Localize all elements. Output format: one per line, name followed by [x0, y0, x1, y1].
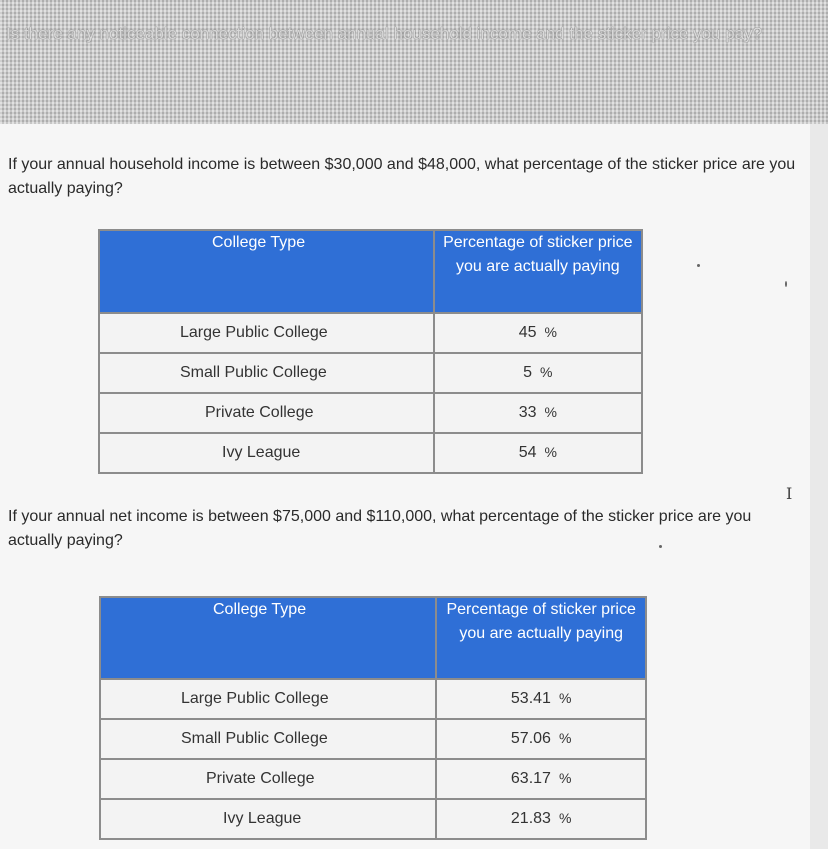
percentage-cell[interactable]: 57.06 % [436, 719, 646, 759]
percentage-cell[interactable]: 54 % [434, 433, 642, 473]
question-high-income: If your annual net income is between $75,000 and $110,000, what percentage of the sticker price are you actually paying? [8, 508, 752, 549]
college-type-cell: Private College [99, 393, 434, 433]
table-row [100, 799, 646, 839]
column-header-percentage: Percentage of sticker price you are actually paying [434, 230, 642, 313]
college-type-cell: Large Public College [100, 679, 436, 719]
page-header [0, 0, 828, 124]
stray-mark [659, 545, 662, 548]
college-type-cell: Large Public College [99, 313, 434, 353]
table-low-income [98, 229, 643, 474]
column-header-college-type: College Type [100, 597, 436, 679]
table-row [99, 393, 642, 433]
table-row [99, 433, 642, 473]
table-row [99, 353, 642, 393]
college-type-cell: Small Public College [100, 719, 436, 759]
column-header-college-type: College Type [99, 230, 434, 313]
table-header-row [100, 597, 646, 679]
college-type-cell: Private College [100, 759, 436, 799]
college-type-cell: Small Public College [99, 353, 434, 393]
table-high-income [99, 596, 647, 840]
text-cursor-icon: I [786, 484, 793, 503]
table-header-row [99, 230, 642, 313]
column-header-percentage: Percentage of sticker price you are actually paying [436, 597, 646, 679]
percentage-cell[interactable]: 33 % [434, 393, 642, 433]
table-row [99, 313, 642, 353]
table-row [100, 719, 646, 759]
table-row [100, 679, 646, 719]
percentage-cell[interactable]: 53.41 % [436, 679, 646, 719]
percentage-cell[interactable]: 45 % [434, 313, 642, 353]
percentage-cell[interactable]: 21.83 % [436, 799, 646, 839]
percentage-cell[interactable]: 5 % [434, 353, 642, 393]
question-low-income: If your annual household income is between $30,000 and $48,000, what percentage of the sticker price are you actually paying? [8, 156, 796, 197]
college-type-cell: Ivy League [100, 799, 436, 839]
college-type-cell: Ivy League [99, 433, 434, 473]
percentage-cell[interactable]: 63.17 % [436, 759, 646, 799]
header-question: Is there any noticeable connection between annual household income and the sticker price you pay? [6, 24, 763, 43]
table-row [100, 759, 646, 799]
stray-mark [697, 264, 700, 267]
stray-mark [785, 281, 787, 287]
